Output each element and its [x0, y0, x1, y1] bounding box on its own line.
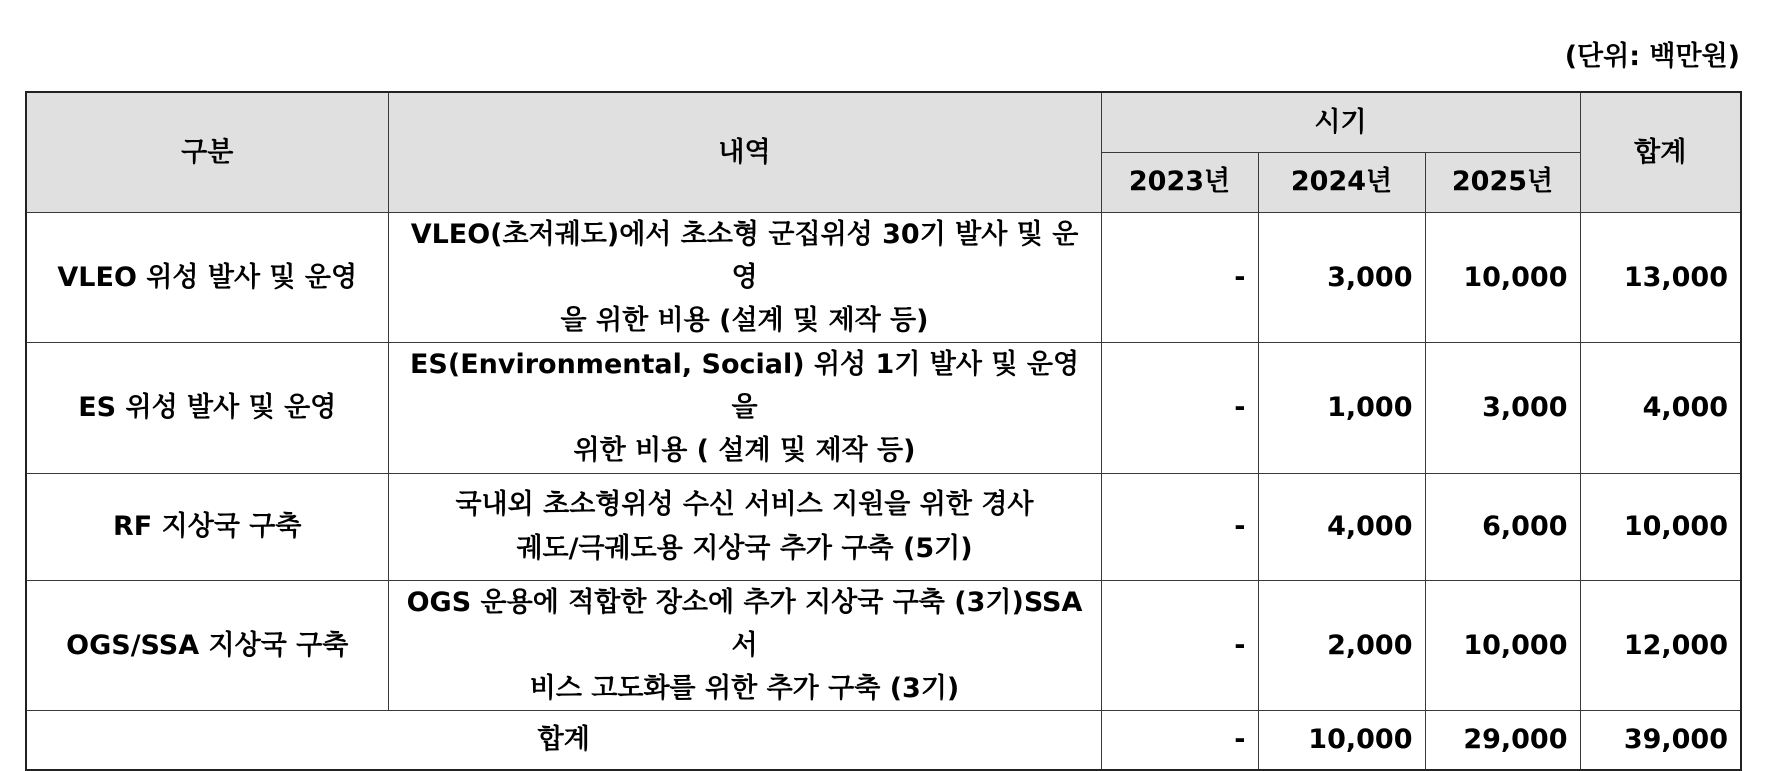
- row-value-2023: -: [1101, 212, 1258, 343]
- row-description-line1: OGS 운용에 적합한 장소에 추가 지상국 구축 (3기)SSA 서: [406, 586, 1083, 661]
- row-value-2024: 1,000: [1258, 343, 1425, 474]
- row-value-2024: 2,000: [1258, 580, 1425, 711]
- table-row: [26, 473, 1741, 580]
- total-row: [26, 711, 1741, 770]
- header-description: 내역: [388, 92, 1101, 212]
- row-value-2023: -: [1101, 580, 1258, 711]
- row-category: VLEO 위성 발사 및 운영: [26, 212, 388, 343]
- header-year-2024: 2024년: [1258, 152, 1425, 212]
- header-total: 합계: [1580, 92, 1741, 212]
- row-description: [388, 580, 1101, 711]
- header-row-top: [26, 92, 1741, 152]
- row-description-line2: 궤도/극궤도용 지상국 추가 구축 (5기): [516, 532, 973, 564]
- row-total: 13,000: [1580, 212, 1741, 343]
- total-value-2023: -: [1101, 711, 1258, 770]
- row-value-2025: 6,000: [1425, 473, 1580, 580]
- header-year-2023: 2023년: [1101, 152, 1258, 212]
- row-description-line1: VLEO(초저궤도)에서 초소형 군집위성 30기 발사 및 운영: [410, 218, 1079, 293]
- row-category: ES 위성 발사 및 운영: [26, 343, 388, 474]
- unit-note: (단위: 백만원): [1564, 41, 1740, 72]
- budget-table: [25, 91, 1742, 771]
- row-value-2025: 10,000: [1425, 212, 1580, 343]
- header-category: 구분: [26, 92, 388, 212]
- row-description-line1: 국내외 초소형위성 수신 서비스 지원을 위한 경사: [455, 489, 1034, 521]
- row-description-line1: ES(Environmental, Social) 위성 1기 발사 및 운영을: [409, 349, 1080, 424]
- header-period: 시기: [1101, 92, 1580, 152]
- row-description: [388, 343, 1101, 474]
- total-value-2025: 29,000: [1425, 711, 1580, 770]
- row-description-line2: 위한 비용 ( 설계 및 제작 등): [573, 435, 916, 467]
- row-total: 12,000: [1580, 580, 1741, 711]
- row-value-2024: 4,000: [1258, 473, 1425, 580]
- row-description: [388, 212, 1101, 343]
- total-value-2024: 10,000: [1258, 711, 1425, 770]
- row-total: 4,000: [1580, 343, 1741, 474]
- row-description-line2: 비스 고도화를 위한 추가 구축 (3기): [529, 673, 960, 704]
- row-category: OGS/SSA 지상국 구축: [26, 580, 388, 711]
- grand-total: 39,000: [1580, 711, 1741, 770]
- row-value-2023: -: [1101, 343, 1258, 474]
- row-value-2023: -: [1101, 473, 1258, 580]
- row-value-2025: 10,000: [1425, 580, 1580, 711]
- row-value-2025: 3,000: [1425, 343, 1580, 474]
- table-row: [26, 212, 1741, 343]
- table-row: [26, 343, 1741, 474]
- table-row: [26, 580, 1741, 711]
- row-total: 10,000: [1580, 473, 1741, 580]
- total-label: 합계: [26, 711, 1101, 770]
- row-value-2024: 3,000: [1258, 212, 1425, 343]
- row-description-line2: 을 위한 비용 (설계 및 제작 등): [560, 304, 929, 336]
- row-description: [388, 473, 1101, 580]
- row-category: RF 지상국 구축: [26, 473, 388, 580]
- header-year-2025: 2025년: [1425, 152, 1580, 212]
